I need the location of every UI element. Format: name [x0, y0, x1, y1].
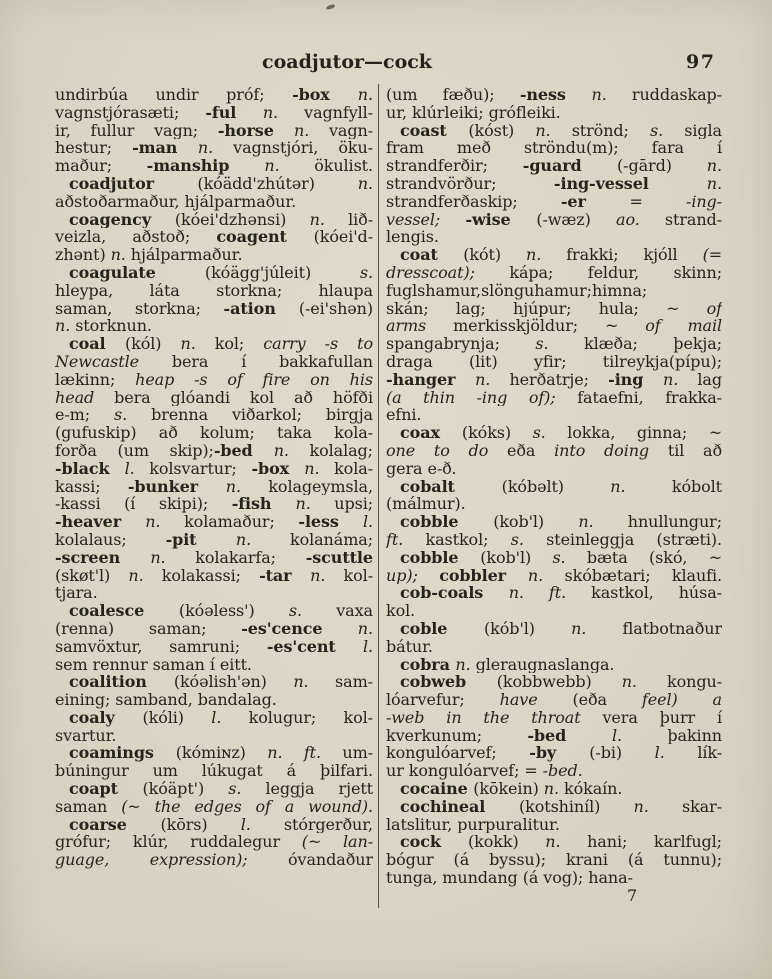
text-line: cochineal (kotshiníl) n. skar-: [400, 797, 722, 816]
running-head: [55, 51, 639, 73]
text-line: bógur (á byssu); krani (á tunnu);: [386, 851, 722, 870]
text-line: coadjutor (kóädd'zhútər) n.: [69, 174, 373, 193]
text-line: (a thin -ing of); fataefni, frakka-: [386, 388, 722, 407]
text-line: undirbúa undir próf; -box n.: [55, 86, 373, 104]
text-line: ft. kastkol; s. steinleggja (stræti).: [386, 530, 722, 549]
text-line: coarse (kōrs) l. stórgerður,: [69, 815, 373, 834]
text-line: (skøt'l) n. kolakassi; -tar n. kol-: [55, 566, 373, 585]
running-head-text: coadjutor—cock: [262, 51, 432, 73]
text-line: hestur; -man n. vagnstjóri, öku-: [55, 139, 373, 158]
text-line: guage, expression); óvandaður: [55, 851, 373, 870]
text-line: (gufuskip) að kolum; taka kola-: [55, 424, 373, 442]
text-line: veizla, aðstoð; coagent (kóei'd-: [55, 228, 373, 247]
text-line: eining; samband, bandalag.: [55, 691, 277, 709]
ink-speck: [326, 4, 336, 11]
text-line: búningur um lúkugat á þilfari.: [55, 762, 373, 781]
text-line: lengis.: [386, 228, 439, 247]
text-line: ir, fullur vagn; -horse n. vagn-: [55, 121, 373, 140]
text-line: coagulate (kóägg'júleit) s.: [69, 263, 373, 282]
page-number: 97: [686, 51, 716, 73]
text-line: -hanger n. herðatrje; -ing n. lag: [386, 370, 722, 389]
text-line: kol.: [386, 602, 416, 620]
text-line: skán; lag; hjúpur; hula; ~ of: [386, 299, 722, 318]
text-line: -heaver n. kolamaður; -less l.: [55, 513, 373, 531]
text-line: coal (kól) n. kol; carry -s to: [69, 335, 373, 353]
text-line: (renna) saman; -es'cence n.: [55, 619, 373, 638]
text-line: vagnstjórasæti; -ful n. vagnfyll-: [55, 103, 373, 122]
text-line: zhənt) n. hjálparmaður.: [55, 246, 243, 264]
text-line: kolalaus; -pit n. kolanáma;: [55, 530, 373, 549]
text-line: saman (~ the edges of a wound).: [55, 797, 373, 816]
text-line: maður; -manship n. ökulist.: [55, 157, 373, 175]
text-line: n. storknun.: [55, 317, 152, 336]
text-line: head bera glóandi kol að höfði: [55, 388, 373, 407]
text-line: cobalt (kóbəlt) n. kóbolt: [400, 477, 722, 496]
text-line: one to do eða into doing til að: [386, 441, 722, 460]
text-line: grófur; klúr, ruddalegur (~ lan-: [55, 833, 373, 852]
text-line: Newcastle bera í bakkafullan: [55, 352, 373, 371]
text-line: coax (kóks) s. lokka, ginna; ~: [400, 424, 722, 442]
column-divider: [378, 84, 379, 908]
text-line: strandvörður; -ing-vessel n.: [386, 174, 722, 193]
text-line: coalition (kóəlish'ən) n. sam-: [69, 673, 373, 692]
text-line: cobble (kob'l) n. hnullungur;: [400, 513, 722, 531]
text-line: gera e-ð.: [386, 459, 457, 478]
text-line: forða (um skip);-bed n. kolalag;: [55, 441, 373, 460]
text-line: coamings (kómiɴz) n. ft. um-: [69, 744, 373, 763]
text-line: coast (kóst) n. strönd; s. sigla: [400, 121, 722, 140]
text-line: lækinn; heap -s of fire on his: [55, 370, 373, 389]
text-line: coble (kób'l) n. flatbotnaður: [400, 619, 722, 638]
text-line: saman, storkna; -ation (-ei'shən): [55, 299, 373, 318]
text-line: cobweb (kobbwebb) n. kongu-: [400, 673, 722, 692]
text-line: draga (lit) yfir; tilreykja(pípu);: [386, 352, 722, 371]
text-line: svartur.: [55, 726, 117, 745]
text-line: cob-coals n. ft. kastkol, húsa-: [400, 584, 722, 603]
text-line: dresscoat); kápa; feldur, skinn;: [386, 263, 722, 282]
text-line: fuglshamur,slönguhamur;himna;: [386, 281, 648, 300]
text-line: vessel; -wise (-wæz) ao. strand-: [386, 210, 722, 229]
right-column: [386, 86, 722, 887]
text-line: coat (kót) n. frakki; kjóll (=: [400, 246, 722, 264]
text-line: cock (kokk) n. hani; karlfugl;: [400, 833, 722, 852]
text-line: kassi; -bunker n. kolageymsla,: [55, 477, 373, 496]
text-line: up); cobbler n. skóbætari; klaufi.: [386, 566, 722, 585]
text-line: strandferðaskip; -er = -ing-: [386, 192, 722, 211]
text-line: coaly (kóli) l. kolugur; kol-: [69, 708, 373, 727]
text-line: efni.: [386, 406, 422, 425]
text-line: ur, klúrleiki; grófleiki.: [386, 103, 561, 122]
signature-number: 7: [627, 886, 638, 905]
text-line: -web in the throat vera þurr í: [386, 708, 722, 727]
text-line: kverkunum; -bed l. þakinn: [386, 726, 722, 745]
text-line: samvöxtur, samruni; -es'cent l.: [55, 637, 373, 656]
text-line: coagency (kóei'dzhənsi) n. lið-: [69, 210, 373, 229]
text-line: -black l. kolsvartur; -box n. kola-: [55, 459, 373, 478]
text-line: -screen n. kolakarfa; -scuttle: [55, 548, 373, 567]
text-line: cobra n. gleraugnaslanga.: [400, 655, 615, 674]
text-line: ur kongulóarvef; = -bed.: [386, 762, 583, 781]
text-line: kongulóarvef; -by (-bi) l. lík-: [386, 744, 722, 763]
text-line: arms merkisskjöldur; ~ of mail: [386, 317, 722, 336]
text-line: fram með ströndu(m); fara í: [386, 139, 722, 158]
text-line: sem rennur saman í eitt.: [55, 655, 252, 674]
text-line: spangabrynja; s. klæða; þekja;: [386, 335, 722, 353]
text-line: (um fæðu); -ness n. ruddaskap-: [386, 86, 722, 104]
text-line: strandferðir; -guard (-gārd) n.: [386, 157, 722, 175]
text-line: tunga, mundang (á vog); hana-: [386, 869, 633, 887]
text-line: -kassi (í skipi); -fish n. upsi;: [55, 495, 373, 514]
text-line: coapt (kóäpt') s. leggja rjett: [69, 780, 373, 798]
text-line: e-m; s. brenna viðarkol; birgja: [55, 406, 373, 425]
text-line: bátur.: [386, 637, 433, 656]
text-line: aðstoðarmaður, hjálparmaður.: [55, 192, 297, 211]
text-line: tjara.: [55, 584, 98, 603]
text-line: coalesce (kóəless') s. vaxa: [69, 602, 373, 620]
text-line: lóarvefur; have (eða feel) a: [386, 691, 722, 709]
text-line: latslitur, purpuralitur.: [386, 815, 560, 834]
text-line: (málmur).: [386, 495, 466, 514]
text-line: cocaine (kōkein) n. kókaín.: [400, 780, 623, 798]
text-line: cobble (kob'l) s. bæta (skó, ~: [400, 548, 722, 567]
left-column: [55, 86, 373, 869]
text-line: hleypa, láta storkna; hlaupa: [55, 281, 373, 300]
